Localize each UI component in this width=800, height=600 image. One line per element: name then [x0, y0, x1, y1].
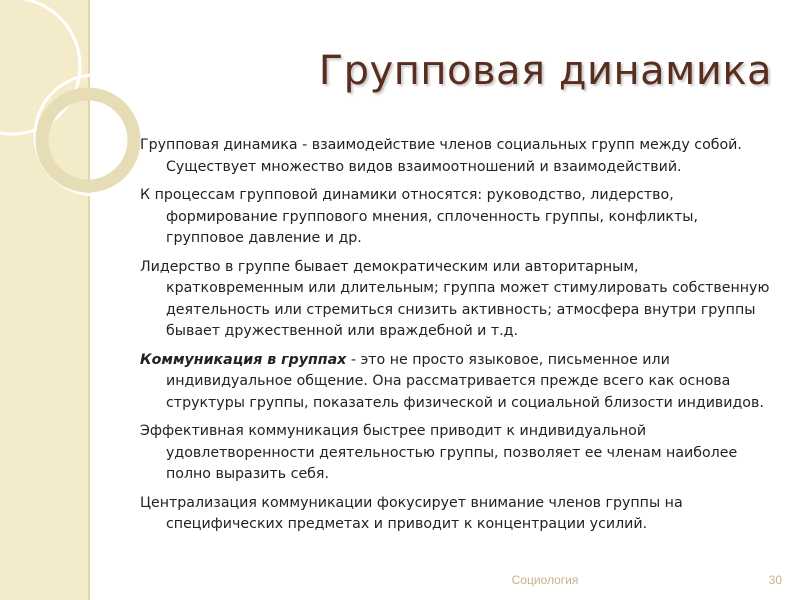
paragraph-leadership: Лидерство в группе бывает демократическим или авторитарным, кратковременным или длительным; группа может стимулировать собственную деятельность или стремиться снизить активность; атмосфера внутри группы бывает дружественной или враждебной и т.д.	[140, 258, 770, 339]
communication-emphasis: Коммуникация в группах	[140, 351, 347, 368]
slide-body	[140, 135, 780, 543]
decorative-circles	[0, 0, 160, 230]
decorative-circle-ring	[42, 94, 134, 186]
slide-title: Групповая динамика	[318, 48, 772, 94]
paragraph-communication	[140, 350, 780, 415]
slide-number: 30	[768, 573, 782, 587]
paragraph-processes: К процессам групповой динамики относятся: руководство, лидерство, формирование группового мнения, сплоченность группы, конфликты, групповое давление и др.	[140, 187, 698, 246]
paragraph-centralization: Централизация коммуникации фокусирует внимание членов группы на специфических предметах и приводит к концентрации усилий.	[140, 494, 683, 532]
paragraph-effective-communication: Эффективная коммуникация быстрее приводит к индивидуальной удовлетворенности деятельностью группы, позволяет ее членам наиболее полно выразить себя.	[140, 423, 738, 482]
communication-text: - это не просто языковое, письменное или индивидуальное общение. Она рассматривается прежде всего как основа структуры группы, показатель физической и социальной близости индивидов.	[166, 351, 764, 411]
paragraph-group-dynamics: Групповая динамика - взаимодействие членов социальных групп между собой. Существует множество видов взаимоотношений и взаимодействий.	[140, 137, 742, 175]
footer-subject: Социология	[511, 573, 579, 587]
